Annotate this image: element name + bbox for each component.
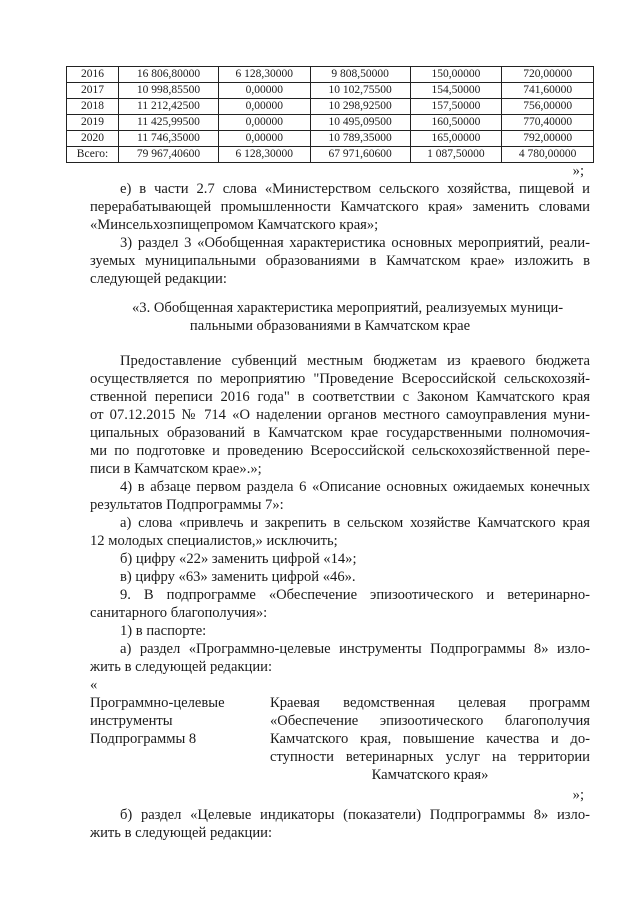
- opening-quote: «: [90, 677, 98, 693]
- left-col-line1: Программно-целевые: [90, 695, 225, 711]
- para-3-line3: следующей редакции:: [90, 271, 227, 287]
- para-v: в) цифру «63» заменить цифрой «46».: [120, 569, 356, 585]
- table-cell-value: 67 971,60600: [310, 147, 410, 163]
- table-cell-value: 11 425,99500: [119, 115, 219, 131]
- table-cell-value: 9 808,50000: [310, 67, 410, 83]
- table-row: [67, 99, 594, 115]
- table-cell-value: 150,00000: [410, 67, 502, 83]
- para-9-line1: 9. В подпрограмме «Обеспечение эпизоотического и ветеринарно-: [120, 587, 590, 603]
- para-subv-line2: осуществляется по мероприятию "Проведение Всероссийской сельскохозяй-: [90, 371, 590, 387]
- table-cell-value: 1 087,50000: [410, 147, 502, 163]
- para-b2-line1: б) раздел «Целевые индикаторы (показатели) Подпрограммы 8» изло-: [120, 807, 590, 823]
- table-cell-value: 0,00000: [218, 115, 310, 131]
- para-subv-line7: писи в Камчатском крае».»;: [90, 461, 262, 477]
- table-cell-value: 16 806,80000: [119, 67, 219, 83]
- closing-quote: »;: [572, 163, 584, 179]
- table-cell-value: 6 128,30000: [218, 67, 310, 83]
- table-cell-year: 2018: [67, 99, 119, 115]
- right-col-line2: «Обеспечение эпизоотического благополучия: [270, 713, 590, 729]
- table-cell-value: 165,00000: [410, 131, 502, 147]
- table-cell-value: 10 495,09500: [310, 115, 410, 131]
- para-b2-line2: жить в следующей редакции:: [90, 825, 273, 841]
- para-3-line2: зуемых муниципальными образованиями в Камчатском крае» изложить в: [90, 253, 590, 269]
- right-col-line5: Камчатского края»: [371, 767, 489, 783]
- closing-quote-2: »;: [572, 787, 584, 803]
- table-row: [67, 83, 594, 99]
- para-1: 1) в паспорте:: [120, 623, 207, 639]
- table-cell-value: 0,00000: [218, 99, 310, 115]
- table-cell-value: 0,00000: [218, 83, 310, 99]
- table-cell-year: Всего:: [67, 147, 119, 163]
- table-cell-value: 10 789,35000: [310, 131, 410, 147]
- para-9-line2: санитарного благополучия»:: [90, 605, 268, 621]
- table-cell-value: 11 746,35000: [119, 131, 219, 147]
- left-col-line2: инструменты: [90, 713, 173, 729]
- table-row: [67, 115, 594, 131]
- table-cell-year: 2020: [67, 131, 119, 147]
- para-a2-line1: а) раздел «Программно-целевые инструменты Подпрограммы 8» изло-: [120, 641, 590, 657]
- para-4-line2: результатов Подпрограммы 7»:: [90, 497, 284, 513]
- para-e-line2: перерабатывающей промышленности Камчатского края» заменить словами: [90, 199, 590, 215]
- para-a2-line2: жить в следующей редакции:: [90, 659, 273, 675]
- para-subv-line6: ми по подготовке и проведению Всероссийской сельскохозяйственной пере-: [90, 443, 590, 459]
- table-cell-year: 2019: [67, 115, 119, 131]
- table-row: [67, 131, 594, 147]
- para-4-line1: 4) в абзаце первом раздела 6 «Описание основных ожидаемых конечных: [120, 479, 590, 495]
- table-cell-value: 154,50000: [410, 83, 502, 99]
- right-col-line1: Краевая ведомственная целевая программ: [270, 695, 590, 711]
- right-col-line4: ступности ветеринарных услуг на территории: [270, 749, 590, 765]
- table-cell-value: 10 998,85500: [119, 83, 219, 99]
- para-subv-line1: Предоставление субвенций местным бюджетам из краевого бюджета: [120, 353, 590, 369]
- para-3-line1: 3) раздел 3 «Обобщенная характеристика основных мероприятий, реали-: [120, 235, 590, 251]
- table-cell-value: 741,60000: [502, 83, 594, 99]
- table-row: [67, 67, 594, 83]
- table-cell-value: 11 212,42500: [119, 99, 219, 115]
- para-a-line1: а) слова «привлечь и закрепить в сельском хозяйстве Камчатского края: [120, 515, 590, 531]
- para-b: б) цифру «22» заменить цифрой «14»;: [120, 551, 357, 567]
- table-cell-value: 4 780,00000: [502, 147, 594, 163]
- table-cell-value: 0,00000: [218, 131, 310, 147]
- table-cell-value: 792,00000: [502, 131, 594, 147]
- section-heading-line2: пальными образованиями в Камчатском крае: [189, 318, 471, 334]
- table-cell-value: 10 298,92500: [310, 99, 410, 115]
- table-cell-value: 720,00000: [502, 67, 594, 83]
- table-cell-value: 6 128,30000: [218, 147, 310, 163]
- right-col-line3: Камчатского края, повышение качества и до-: [270, 731, 590, 747]
- table-cell-value: 157,50000: [410, 99, 502, 115]
- left-col-line3: Подпрограммы 8: [90, 731, 197, 747]
- financing-table: [66, 66, 594, 163]
- table-cell-value: 79 967,40600: [119, 147, 219, 163]
- table-cell-value: 756,00000: [502, 99, 594, 115]
- para-e-line3: «Минсельхозпищепромом Камчатского края»;: [90, 217, 379, 233]
- para-e-line1: е) в части 2.7 слова «Министерством сельского хозяйства, пищевой и: [120, 181, 590, 197]
- para-subv-line3: ственной переписи 2016 года" в соответствии с Законом Камчатского края: [90, 389, 590, 405]
- para-a-line2: 12 молодых специалистов,» исключить;: [90, 533, 338, 549]
- table-cell-value: 10 102,75500: [310, 83, 410, 99]
- table-cell-year: 2017: [67, 83, 119, 99]
- table-row: [67, 147, 594, 163]
- table-cell-year: 2016: [67, 67, 119, 83]
- para-subv-line4: от 07.12.2015 № 714 «О наделении органов местного самоуправления муни-: [90, 407, 590, 423]
- para-subv-line5: ципальных образований в Камчатском крае государственными полномочия-: [90, 425, 590, 441]
- table-cell-value: 160,50000: [410, 115, 502, 131]
- section-heading-line1: «3. Обобщенная характеристика мероприятий, реализуемых муници-: [132, 300, 564, 316]
- table-cell-value: 770,40000: [502, 115, 594, 131]
